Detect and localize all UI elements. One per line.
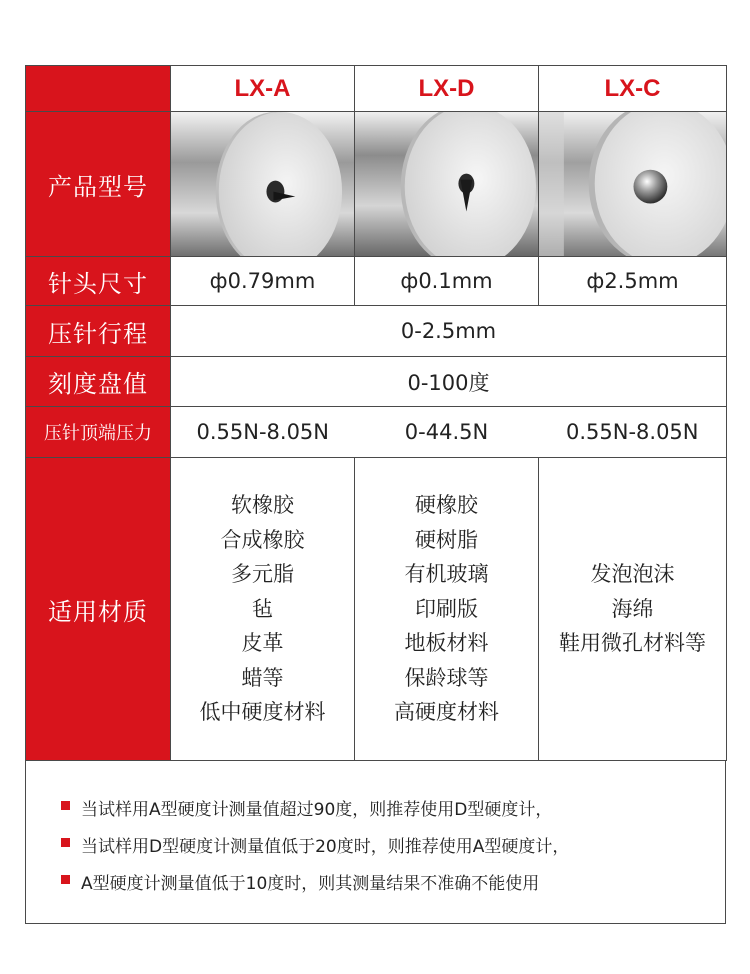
force-lx-c: 0.55N-8.05N <box>539 407 727 458</box>
materials-lx-c <box>539 458 727 761</box>
note-text: 当试样用A型硬度计测量值超过90度，则推荐使用D型硬度计， <box>81 800 553 820</box>
needle-tip-photo-a <box>171 112 354 256</box>
label-stroke: 压针行程 <box>26 306 171 357</box>
usage-notes <box>25 760 726 924</box>
label-tip-size: 针头尺寸 <box>26 257 171 306</box>
material-item: 硬树脂 <box>415 527 478 552</box>
needle-tip-photo-d <box>355 112 538 256</box>
photo-lx-d-needle <box>355 112 539 257</box>
note-item <box>81 869 539 894</box>
materials-lx-a <box>171 458 355 761</box>
photo-lx-c-ball <box>539 112 727 257</box>
model-name-lx-d: LX-D <box>355 66 539 112</box>
material-item: 印刷版 <box>415 596 478 621</box>
note-text: 当试样用D型硬度计测量值低于20度时，则推荐使用A型硬度计， <box>81 837 570 857</box>
stroke-value: 0-2.5mm <box>171 306 727 357</box>
dial-value: 0-100度 <box>171 357 727 407</box>
material-item: 低中硬度材料 <box>199 700 326 725</box>
material-item: 蜡等 <box>241 665 284 690</box>
model-name-lx-c: LX-C <box>539 66 727 112</box>
label-materials: 适用材质 <box>26 458 171 761</box>
material-item: 软橡胶 <box>231 493 294 518</box>
material-item: 多元脂 <box>231 562 294 587</box>
material-item: 合成橡胶 <box>220 527 305 552</box>
model-name-lx-a: LX-A <box>171 66 355 112</box>
material-item: 发泡泡沫 <box>590 562 675 587</box>
material-item: 有机玻璃 <box>404 562 489 587</box>
spec-table <box>25 65 727 761</box>
tip-size-lx-d: ф0.1mm <box>355 257 539 306</box>
red-square-bullet-icon <box>61 875 70 884</box>
label-dial: 刻度盘值 <box>26 357 171 407</box>
material-item: 高硬度材料 <box>394 700 499 725</box>
ball-tip-photo-c <box>539 112 726 256</box>
label-model: 产品型号 <box>26 112 171 257</box>
material-item: 鞋用微孔材料等 <box>559 631 706 656</box>
tip-size-lx-c: ф2.5mm <box>539 257 727 306</box>
materials-lx-d <box>355 458 539 761</box>
material-item: 皮革 <box>241 631 284 656</box>
force-lx-d: 0-44.5N <box>355 407 539 458</box>
tip-size-lx-a: ф0.79mm <box>171 257 355 306</box>
material-item: 硬橡胶 <box>415 493 478 518</box>
photo-lx-a-needle <box>171 112 355 257</box>
label-force: 压针顶端压力 <box>26 407 171 458</box>
note-item <box>81 795 552 820</box>
red-square-bullet-icon <box>61 801 70 810</box>
note-text: A型硬度计测量值低于10度时，则其测量结果不准确不能使用 <box>81 874 540 894</box>
red-square-bullet-icon <box>61 838 70 847</box>
note-item <box>81 832 569 857</box>
material-item: 保龄球等 <box>404 665 489 690</box>
material-item: 地板材料 <box>404 631 489 656</box>
material-item: 海绵 <box>611 596 654 621</box>
header-corner-cell <box>26 66 171 112</box>
force-lx-a: 0.55N-8.05N <box>171 407 355 458</box>
material-item: 毡 <box>252 596 273 621</box>
